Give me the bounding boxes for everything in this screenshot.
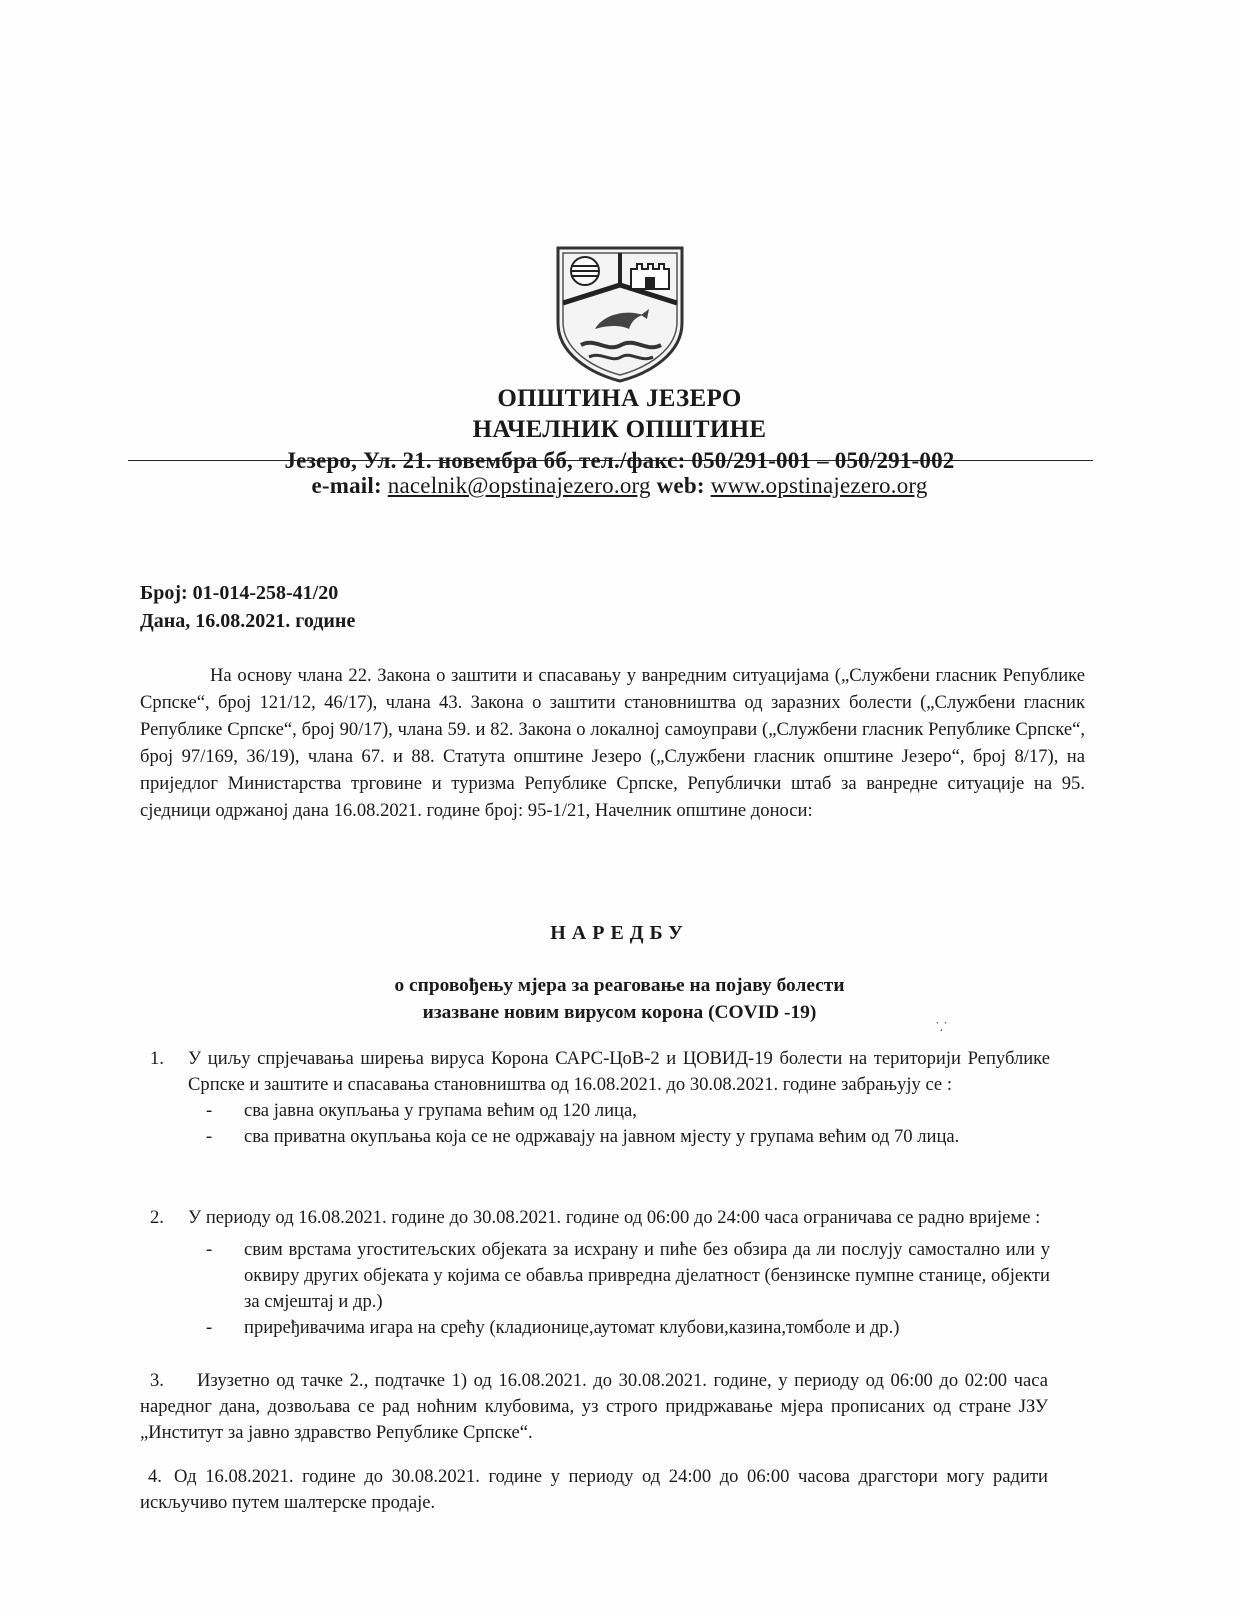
office-name: НАЧЕЛНИК ОПШТИНЕ (472, 416, 767, 443)
org-name: ОПШТИНА ЈЕЗЕРО (497, 385, 742, 412)
contact-line (0, 473, 1239, 499)
document-date: Дана, 16.08.2021. године (140, 610, 356, 632)
email-label: e-mail: (311, 473, 382, 498)
list-item-number: 2. (150, 1207, 164, 1228)
list-item-number: 3. (150, 1370, 164, 1391)
sub-item: - сва јавна окупљања у групама већим од 120 лица, (206, 1100, 637, 1121)
list-item-number: 4. (148, 1466, 162, 1487)
sub-item: - свим врстама угоститељских објеката за исхрану и пиће без обзира да ли послују самостално или у оквиру других објеката у којима се обавља привредна дјелатност (бензинске пумпне станице, објекти за смјештај и др.) (206, 1239, 1050, 1312)
preamble-paragraph (140, 662, 1085, 824)
sub-item: - сва приватна окупљања која се не одржавају на јавном мјесту у групама већим од 70 лица. (206, 1126, 960, 1147)
list-item-1 (150, 1046, 1050, 1150)
preamble-text: На основу члана 22. Закона о заштити и спасавању у ванредним ситуацијама („Службени гласник Републике Српске“, број 121/12, 46/17), члана 43. Закона о заштити становништва од заразних болести („Службени гласник Републике Српске“, број 90/17), члана 59. и 82. Закона о локалној самоуправи („Службени гласник Републике Српске“, број 97/169, 36/19), члана 67. и 88. Статута општине Језеро („Службени гласник општине Језеро“, број 8/17), на приједлог Министарства трговине и туризма Републике Српске, Републички штаб за ванредне ситуације на 95. сједници одржаној дана 16.08.2021. године број: 95-1/21, Начелник општине доноси: (140, 665, 1085, 821)
list-item-3 (140, 1368, 1048, 1446)
list-item-text: У периоду од 16.08.2021. године до 30.08.2021. године од 06:00 до 24:00 часа ограничава се радно вријеме : (188, 1207, 1041, 1228)
list-item-text: Изузетно од тачке 2., подтачке 1) од 16.08.2021. до 30.08.2021. године, у периоду од 06:00 до 02:00 часа наредног дана, дозвољава се рад ноћним клубовима, уз строго придржавање мјера прописаних од стране ЈЗУ „Институт за јавно здравство Републике Српске“. (140, 1370, 1048, 1443)
list-item-text: Од 16.08.2021. године до 30.08.2021. године у периоду од 24:00 до 06:00 часова драгстори могу радити искључиво путем шалтерске продаје. (140, 1466, 1048, 1513)
list-item-number: 1. (150, 1048, 164, 1069)
web-label: web: (656, 473, 705, 498)
list-item-2 (150, 1205, 1050, 1341)
list-item-4 (140, 1464, 1048, 1516)
scan-specks: ˙.˙ (935, 1020, 948, 1035)
municipality-crest-logo (555, 245, 685, 383)
order-subtitle-line2: изазване новим вирусом корона (COVID -19) (422, 1002, 817, 1023)
list-item-text: У циљу спрјечавања ширења вируса Корона САРС-ЦоВ-2 и ЦОВИД-19 болести на територији Републике Српске и заштите и спасавања становништва од 16.08.2021. до 30.08.2021. године забрањују се : (188, 1048, 1050, 1095)
email-link[interactable]: nacelnik@opstinajezero.org (387, 473, 651, 498)
sub-item: - приређивачима игара на срећу (кладионице,аутомат клубови,казина,томболе и др.) (206, 1317, 900, 1338)
web-link[interactable]: www.opstinajezero.org (710, 473, 928, 498)
order-title: НАРЕДБУ (550, 922, 689, 944)
document-number: Број: 01-014-258-41/20 (140, 582, 339, 604)
address-line: Језеро, Ул. 21. новембра бб, тел./факс: 050/291-001 – 050/291-002 (284, 448, 955, 473)
order-subtitle-line1: о спровођењу мјера за реаговање на појаву болести (394, 975, 845, 996)
